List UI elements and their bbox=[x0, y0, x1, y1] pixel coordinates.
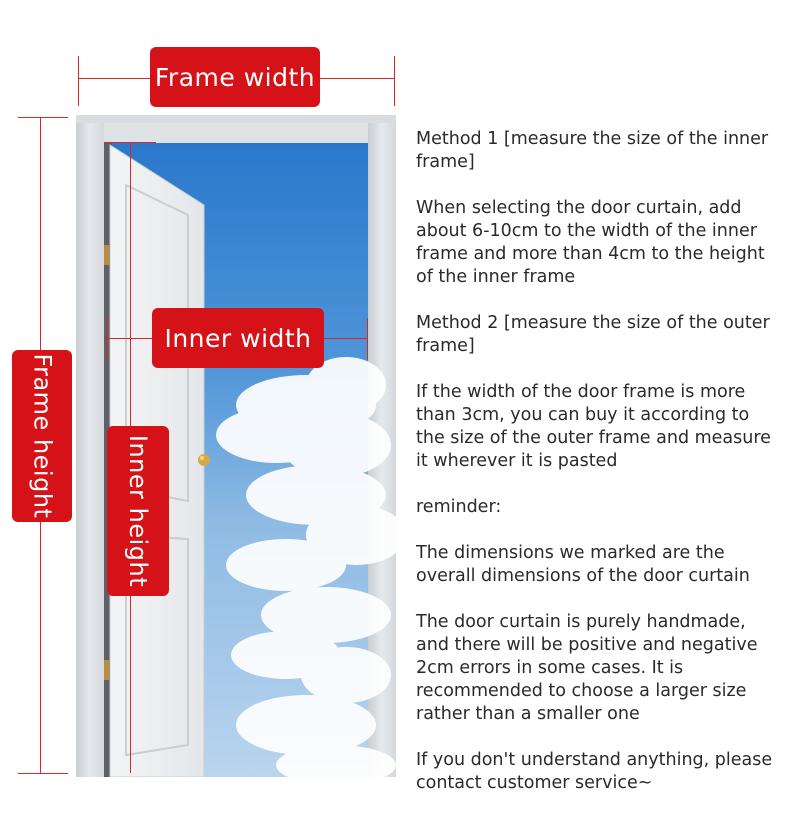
method-1-description: When selecting the door curtain, add about 6-10cm to the width of the inner frame and more than 4cm to the height of the inner frame bbox=[416, 198, 765, 287]
inner-width-text: Inner width bbox=[164, 323, 312, 353]
inner-height-text: Inner height bbox=[124, 434, 153, 588]
method-2-heading: Method 2 [measure the size of the outer frame] bbox=[416, 313, 770, 356]
method-2-description: If the width of the door frame is more than 3cm, you can buy it according to the size of the outer frame and measure it wherever it is pasted bbox=[416, 382, 771, 471]
frame-height-bottom-tick bbox=[18, 773, 68, 774]
frame-width-right-tick bbox=[394, 56, 395, 106]
frame-width-left-tick bbox=[78, 56, 79, 106]
frame-height-text: Frame height bbox=[28, 353, 56, 519]
reminder-handmade-note: The door curtain is purely handmade, and there will be positive and negative 2cm errors in some cases. It is recommended to choose a larger size rather than a smaller one bbox=[416, 612, 758, 724]
instructions-panel bbox=[416, 128, 781, 818]
inner-width-label bbox=[152, 308, 324, 368]
reminder-heading: reminder: bbox=[416, 497, 502, 517]
inner-width-right-tick bbox=[367, 318, 368, 360]
frame-width-text: Frame width bbox=[154, 62, 316, 92]
frame-height-top-tick bbox=[18, 117, 68, 118]
contact-service-note: If you don't understand anything, please contact customer service~ bbox=[416, 750, 773, 793]
inner-height-label bbox=[107, 426, 169, 596]
frame-width-label bbox=[150, 47, 320, 107]
method-1-heading: Method 1 [measure the size of the inner frame] bbox=[416, 129, 769, 172]
inner-width-left-tick bbox=[106, 318, 107, 360]
reminder-dimensions-note: The dimensions we marked are the overall dimensions of the door curtain bbox=[416, 543, 750, 586]
frame-height-label bbox=[12, 350, 72, 522]
